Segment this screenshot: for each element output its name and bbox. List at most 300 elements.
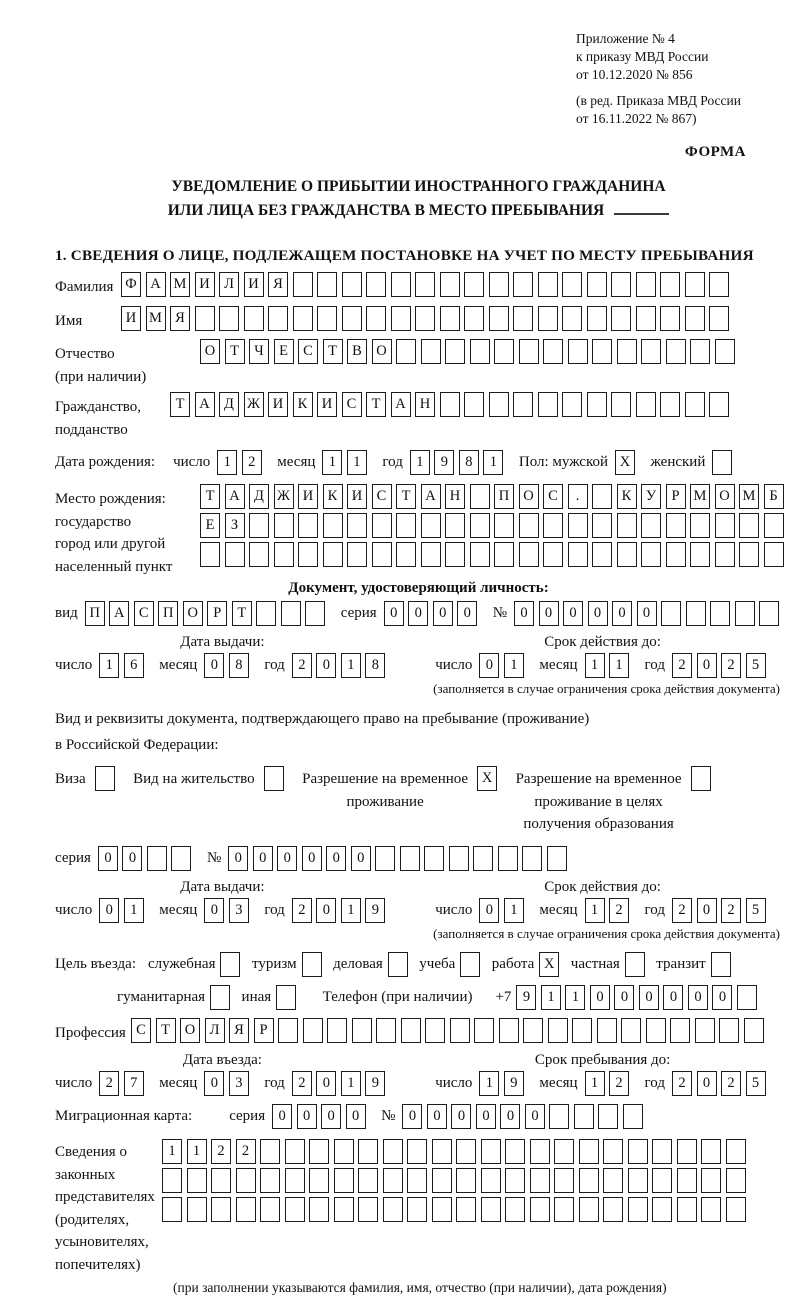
char-box[interactable] <box>236 1168 256 1193</box>
char-box[interactable] <box>519 339 539 364</box>
char-box[interactable] <box>759 601 779 626</box>
char-box[interactable] <box>317 306 337 331</box>
purpose-tourism-checkbox[interactable] <box>302 952 327 977</box>
char-box[interactable] <box>285 1139 305 1164</box>
char-box[interactable] <box>260 1197 280 1222</box>
char-box[interactable] <box>456 1168 476 1193</box>
purpose-work-checkbox[interactable] <box>539 952 564 977</box>
birth-place-boxes-row1[interactable] <box>200 484 788 509</box>
char-box[interactable] <box>358 1168 378 1193</box>
doc-valid-month-boxes[interactable] <box>585 653 634 678</box>
char-box[interactable] <box>274 542 294 567</box>
residence-valid-month-boxes[interactable] <box>585 898 634 923</box>
birth-year-boxes[interactable] <box>410 450 508 475</box>
char-box[interactable]: 2 <box>292 653 312 678</box>
residence-number-boxes[interactable] <box>228 846 571 871</box>
char-box[interactable]: 1 <box>187 1139 207 1164</box>
char-box[interactable] <box>530 1168 550 1193</box>
char-box[interactable] <box>334 1168 354 1193</box>
char-box[interactable] <box>579 1197 599 1222</box>
char-box[interactable]: 9 <box>365 1071 385 1096</box>
char-box[interactable]: И <box>195 272 215 297</box>
stay-year-boxes[interactable] <box>672 1071 770 1096</box>
char-box[interactable] <box>396 542 416 567</box>
char-box[interactable]: И <box>121 306 141 331</box>
option-temporary-residence[interactable] <box>302 766 501 813</box>
char-box[interactable]: 0 <box>326 846 346 871</box>
char-box[interactable]: А <box>109 601 129 626</box>
char-box[interactable] <box>523 1018 543 1043</box>
char-box[interactable]: 8 <box>229 653 249 678</box>
char-box[interactable] <box>421 513 441 538</box>
char-box[interactable] <box>538 392 558 417</box>
char-box[interactable] <box>317 272 337 297</box>
char-box[interactable] <box>195 306 215 331</box>
residence-valid-day-boxes[interactable] <box>479 898 528 923</box>
char-box[interactable] <box>628 1168 648 1193</box>
char-box[interactable] <box>592 513 612 538</box>
char-box[interactable] <box>726 1197 746 1222</box>
char-box[interactable] <box>691 766 711 791</box>
char-box[interactable]: К <box>293 392 313 417</box>
char-box[interactable]: 1 <box>609 653 629 678</box>
char-box[interactable] <box>211 1197 231 1222</box>
char-box[interactable]: 2 <box>211 1139 231 1164</box>
char-box[interactable]: С <box>298 339 318 364</box>
char-box[interactable]: Н <box>415 392 435 417</box>
char-box[interactable] <box>568 339 588 364</box>
char-box[interactable] <box>726 1139 746 1164</box>
char-box[interactable] <box>554 1197 574 1222</box>
stay-month-boxes[interactable] <box>585 1071 634 1096</box>
char-box[interactable] <box>617 513 637 538</box>
birth-month-boxes[interactable] <box>322 450 371 475</box>
char-box[interactable]: 1 <box>565 985 585 1010</box>
char-box[interactable] <box>210 985 230 1010</box>
char-box[interactable]: 0 <box>277 846 297 871</box>
char-box[interactable]: И <box>317 392 337 417</box>
char-box[interactable] <box>400 846 420 871</box>
char-box[interactable] <box>278 1018 298 1043</box>
birth-day-boxes[interactable] <box>217 450 266 475</box>
char-box[interactable] <box>543 542 563 567</box>
char-box[interactable] <box>366 306 386 331</box>
char-box[interactable] <box>562 392 582 417</box>
char-box[interactable] <box>543 513 563 538</box>
char-box[interactable]: В <box>347 339 367 364</box>
char-box[interactable]: С <box>134 601 154 626</box>
char-box[interactable] <box>522 846 542 871</box>
char-box[interactable]: 0 <box>204 898 224 923</box>
char-box[interactable] <box>309 1168 329 1193</box>
char-box[interactable] <box>592 484 612 509</box>
char-box[interactable]: 1 <box>162 1139 182 1164</box>
char-box[interactable] <box>652 1197 672 1222</box>
char-box[interactable] <box>376 1018 396 1043</box>
char-box[interactable] <box>187 1168 207 1193</box>
char-box[interactable] <box>636 392 656 417</box>
char-box[interactable]: 0 <box>479 898 499 923</box>
residence-valid-year-boxes[interactable] <box>672 898 770 923</box>
char-box[interactable] <box>690 339 710 364</box>
char-box[interactable]: X <box>615 450 635 475</box>
char-box[interactable] <box>617 542 637 567</box>
char-box[interactable]: М <box>690 484 710 509</box>
char-box[interactable] <box>298 513 318 538</box>
char-box[interactable] <box>323 542 343 567</box>
char-box[interactable] <box>456 1197 476 1222</box>
representatives-boxes-row3[interactable] <box>162 1197 750 1222</box>
char-box[interactable] <box>685 272 705 297</box>
char-box[interactable] <box>347 513 367 538</box>
char-box[interactable] <box>641 339 661 364</box>
char-box[interactable] <box>440 392 460 417</box>
char-box[interactable] <box>415 306 435 331</box>
temporary-residence-education-checkbox[interactable] <box>691 766 716 791</box>
representatives-boxes-row1[interactable] <box>162 1139 750 1164</box>
char-box[interactable]: 0 <box>99 898 119 923</box>
char-box[interactable] <box>568 542 588 567</box>
char-box[interactable]: 1 <box>585 1071 605 1096</box>
char-box[interactable]: 0 <box>98 846 118 871</box>
char-box[interactable]: 1 <box>341 898 361 923</box>
char-box[interactable] <box>372 513 392 538</box>
char-box[interactable] <box>391 272 411 297</box>
char-box[interactable]: 0 <box>384 601 404 626</box>
char-box[interactable] <box>95 766 115 791</box>
doc-series-boxes[interactable] <box>384 601 482 626</box>
purpose-private-checkbox[interactable] <box>625 952 650 977</box>
char-box[interactable] <box>710 601 730 626</box>
char-box[interactable] <box>715 542 735 567</box>
stay-day-boxes[interactable] <box>479 1071 528 1096</box>
char-box[interactable] <box>305 601 325 626</box>
char-box[interactable] <box>568 513 588 538</box>
char-box[interactable]: 0 <box>316 653 336 678</box>
residence-issue-year-boxes[interactable] <box>292 898 390 923</box>
char-box[interactable]: X <box>477 766 497 791</box>
char-box[interactable]: 8 <box>459 450 479 475</box>
char-box[interactable] <box>401 1018 421 1043</box>
char-box[interactable]: 0 <box>590 985 610 1010</box>
char-box[interactable] <box>225 542 245 567</box>
firstname-boxes[interactable] <box>121 306 734 331</box>
char-box[interactable] <box>690 542 710 567</box>
residence-series-boxes[interactable] <box>98 846 196 871</box>
char-box[interactable] <box>587 272 607 297</box>
char-box[interactable]: М <box>739 484 759 509</box>
char-box[interactable] <box>383 1197 403 1222</box>
char-box[interactable] <box>323 513 343 538</box>
char-box[interactable] <box>342 306 362 331</box>
char-box[interactable] <box>334 1139 354 1164</box>
char-box[interactable] <box>623 1104 643 1129</box>
char-box[interactable] <box>200 542 220 567</box>
char-box[interactable] <box>470 339 490 364</box>
char-box[interactable]: 0 <box>297 1104 317 1129</box>
char-box[interactable]: О <box>183 601 203 626</box>
char-box[interactable] <box>358 1139 378 1164</box>
char-box[interactable] <box>334 1197 354 1222</box>
char-box[interactable]: 0 <box>204 1071 224 1096</box>
char-box[interactable] <box>445 542 465 567</box>
char-box[interactable]: П <box>494 484 514 509</box>
char-box[interactable] <box>281 601 301 626</box>
char-box[interactable]: А <box>225 484 245 509</box>
char-box[interactable]: Ж <box>244 392 264 417</box>
char-box[interactable]: 0 <box>316 898 336 923</box>
char-box[interactable] <box>621 1018 641 1043</box>
char-box[interactable] <box>611 392 631 417</box>
char-box[interactable]: 3 <box>229 898 249 923</box>
char-box[interactable]: 0 <box>539 601 559 626</box>
doc-issue-year-boxes[interactable] <box>292 653 390 678</box>
char-box[interactable] <box>579 1168 599 1193</box>
char-box[interactable]: Б <box>764 484 784 509</box>
char-box[interactable]: 1 <box>99 653 119 678</box>
char-box[interactable] <box>666 513 686 538</box>
char-box[interactable] <box>309 1197 329 1222</box>
char-box[interactable]: А <box>146 272 166 297</box>
char-box[interactable] <box>440 272 460 297</box>
char-box[interactable] <box>715 339 735 364</box>
char-box[interactable] <box>715 513 735 538</box>
char-box[interactable] <box>274 513 294 538</box>
char-box[interactable]: Я <box>229 1018 249 1043</box>
char-box[interactable]: 9 <box>365 898 385 923</box>
entry-year-boxes[interactable] <box>292 1071 390 1096</box>
char-box[interactable] <box>737 985 757 1010</box>
char-box[interactable]: 0 <box>612 601 632 626</box>
char-box[interactable] <box>554 1168 574 1193</box>
char-box[interactable]: 0 <box>688 985 708 1010</box>
char-box[interactable] <box>543 339 563 364</box>
char-box[interactable] <box>685 392 705 417</box>
char-box[interactable] <box>219 306 239 331</box>
char-box[interactable] <box>685 306 705 331</box>
char-box[interactable] <box>719 1018 739 1043</box>
char-box[interactable] <box>388 952 408 977</box>
char-box[interactable]: 2 <box>721 653 741 678</box>
char-box[interactable] <box>424 846 444 871</box>
char-box[interactable]: Т <box>366 392 386 417</box>
char-box[interactable] <box>666 542 686 567</box>
char-box[interactable]: 0 <box>302 846 322 871</box>
char-box[interactable] <box>709 272 729 297</box>
char-box[interactable] <box>470 542 490 567</box>
char-box[interactable] <box>293 306 313 331</box>
char-box[interactable]: 0 <box>321 1104 341 1129</box>
char-box[interactable]: 0 <box>637 601 657 626</box>
char-box[interactable] <box>421 542 441 567</box>
char-box[interactable]: Л <box>219 272 239 297</box>
char-box[interactable] <box>701 1197 721 1222</box>
phone-boxes[interactable] <box>516 985 761 1010</box>
char-box[interactable] <box>670 1018 690 1043</box>
char-box[interactable] <box>701 1168 721 1193</box>
char-box[interactable] <box>603 1139 623 1164</box>
char-box[interactable] <box>481 1168 501 1193</box>
char-box[interactable] <box>598 1104 618 1129</box>
char-box[interactable]: Л <box>205 1018 225 1043</box>
char-box[interactable] <box>677 1197 697 1222</box>
char-box[interactable]: У <box>641 484 661 509</box>
char-box[interactable]: 1 <box>541 985 561 1010</box>
char-box[interactable]: 2 <box>672 898 692 923</box>
char-box[interactable]: 2 <box>292 898 312 923</box>
char-box[interactable]: Ч <box>249 339 269 364</box>
char-box[interactable]: Т <box>200 484 220 509</box>
char-box[interactable]: 9 <box>504 1071 524 1096</box>
residence-permit-checkbox[interactable] <box>264 766 289 791</box>
char-box[interactable]: 0 <box>525 1104 545 1129</box>
char-box[interactable]: 0 <box>697 653 717 678</box>
char-box[interactable]: 1 <box>341 1071 361 1096</box>
char-box[interactable] <box>499 1018 519 1043</box>
char-box[interactable] <box>445 339 465 364</box>
char-box[interactable]: О <box>180 1018 200 1043</box>
char-box[interactable] <box>147 846 167 871</box>
char-box[interactable] <box>366 272 386 297</box>
char-box[interactable] <box>432 1168 452 1193</box>
char-box[interactable]: 5 <box>746 653 766 678</box>
char-box[interactable] <box>587 392 607 417</box>
char-box[interactable] <box>538 306 558 331</box>
temporary-residence-checkbox[interactable] <box>477 766 502 791</box>
char-box[interactable] <box>625 952 645 977</box>
char-box[interactable] <box>464 392 484 417</box>
char-box[interactable]: О <box>372 339 392 364</box>
char-box[interactable] <box>211 1168 231 1193</box>
char-box[interactable]: Т <box>156 1018 176 1043</box>
char-box[interactable] <box>611 306 631 331</box>
char-box[interactable] <box>641 542 661 567</box>
char-box[interactable] <box>572 1018 592 1043</box>
char-box[interactable] <box>562 272 582 297</box>
char-box[interactable] <box>695 1018 715 1043</box>
char-box[interactable] <box>660 392 680 417</box>
char-box[interactable] <box>617 339 637 364</box>
char-box[interactable] <box>249 513 269 538</box>
char-box[interactable] <box>636 306 656 331</box>
char-box[interactable] <box>498 846 518 871</box>
char-box[interactable] <box>744 1018 764 1043</box>
char-box[interactable]: 3 <box>229 1071 249 1096</box>
char-box[interactable] <box>264 766 284 791</box>
char-box[interactable]: 1 <box>347 450 367 475</box>
profession-boxes[interactable] <box>131 1018 768 1043</box>
char-box[interactable] <box>470 513 490 538</box>
char-box[interactable]: А <box>421 484 441 509</box>
char-box[interactable]: Я <box>170 306 190 331</box>
char-box[interactable] <box>709 306 729 331</box>
char-box[interactable]: 0 <box>402 1104 422 1129</box>
char-box[interactable] <box>440 306 460 331</box>
char-box[interactable] <box>547 846 567 871</box>
char-box[interactable] <box>285 1168 305 1193</box>
char-box[interactable]: 1 <box>217 450 237 475</box>
char-box[interactable]: 0 <box>663 985 683 1010</box>
char-box[interactable] <box>711 952 731 977</box>
char-box[interactable]: А <box>195 392 215 417</box>
char-box[interactable] <box>739 542 759 567</box>
char-box[interactable]: 0 <box>479 653 499 678</box>
char-box[interactable] <box>383 1168 403 1193</box>
char-box[interactable]: О <box>200 339 220 364</box>
char-box[interactable] <box>489 392 509 417</box>
char-box[interactable] <box>726 1168 746 1193</box>
char-box[interactable] <box>505 1197 525 1222</box>
char-box[interactable] <box>268 306 288 331</box>
char-box[interactable] <box>456 1139 476 1164</box>
char-box[interactable] <box>298 542 318 567</box>
char-box[interactable] <box>661 601 681 626</box>
char-box[interactable]: X <box>539 952 559 977</box>
char-box[interactable] <box>489 306 509 331</box>
char-box[interactable] <box>450 1018 470 1043</box>
migration-series-boxes[interactable] <box>272 1104 370 1129</box>
char-box[interactable] <box>701 1139 721 1164</box>
char-box[interactable] <box>391 306 411 331</box>
char-box[interactable] <box>470 484 490 509</box>
char-box[interactable] <box>519 542 539 567</box>
char-box[interactable]: Ж <box>274 484 294 509</box>
char-box[interactable]: О <box>519 484 539 509</box>
char-box[interactable]: С <box>372 484 392 509</box>
char-box[interactable] <box>652 1139 672 1164</box>
char-box[interactable]: 8 <box>365 653 385 678</box>
char-box[interactable] <box>636 272 656 297</box>
option-residence-permit[interactable] <box>133 766 288 791</box>
char-box[interactable]: 0 <box>122 846 142 871</box>
char-box[interactable] <box>445 513 465 538</box>
char-box[interactable]: Д <box>219 392 239 417</box>
char-box[interactable]: 1 <box>124 898 144 923</box>
doc-number-boxes[interactable] <box>514 601 784 626</box>
birth-place-boxes-row2[interactable] <box>200 513 788 538</box>
char-box[interactable] <box>513 392 533 417</box>
char-box[interactable] <box>519 513 539 538</box>
char-box[interactable] <box>549 1104 569 1129</box>
char-box[interactable]: Я <box>268 272 288 297</box>
migration-number-boxes[interactable] <box>402 1104 647 1129</box>
char-box[interactable]: 0 <box>588 601 608 626</box>
char-box[interactable]: Т <box>323 339 343 364</box>
char-box[interactable]: И <box>244 272 264 297</box>
char-box[interactable] <box>505 1139 525 1164</box>
purpose-humanitarian-checkbox[interactable] <box>210 985 235 1010</box>
char-box[interactable]: 0 <box>346 1104 366 1129</box>
char-box[interactable]: 0 <box>351 846 371 871</box>
char-box[interactable] <box>646 1018 666 1043</box>
surname-boxes[interactable] <box>121 272 734 297</box>
char-box[interactable] <box>603 1197 623 1222</box>
char-box[interactable] <box>302 952 322 977</box>
char-box[interactable] <box>666 339 686 364</box>
char-box[interactable]: 0 <box>451 1104 471 1129</box>
char-box[interactable]: 0 <box>712 985 732 1010</box>
char-box[interactable] <box>260 1139 280 1164</box>
char-box[interactable]: 2 <box>236 1139 256 1164</box>
char-box[interactable]: 0 <box>697 1071 717 1096</box>
char-box[interactable] <box>764 513 784 538</box>
residence-issue-day-boxes[interactable] <box>99 898 148 923</box>
char-box[interactable] <box>460 952 480 977</box>
char-box[interactable]: 1 <box>322 450 342 475</box>
doc-issue-month-boxes[interactable] <box>204 653 253 678</box>
option-temporary-residence-education[interactable] <box>516 766 715 836</box>
char-box[interactable] <box>709 392 729 417</box>
